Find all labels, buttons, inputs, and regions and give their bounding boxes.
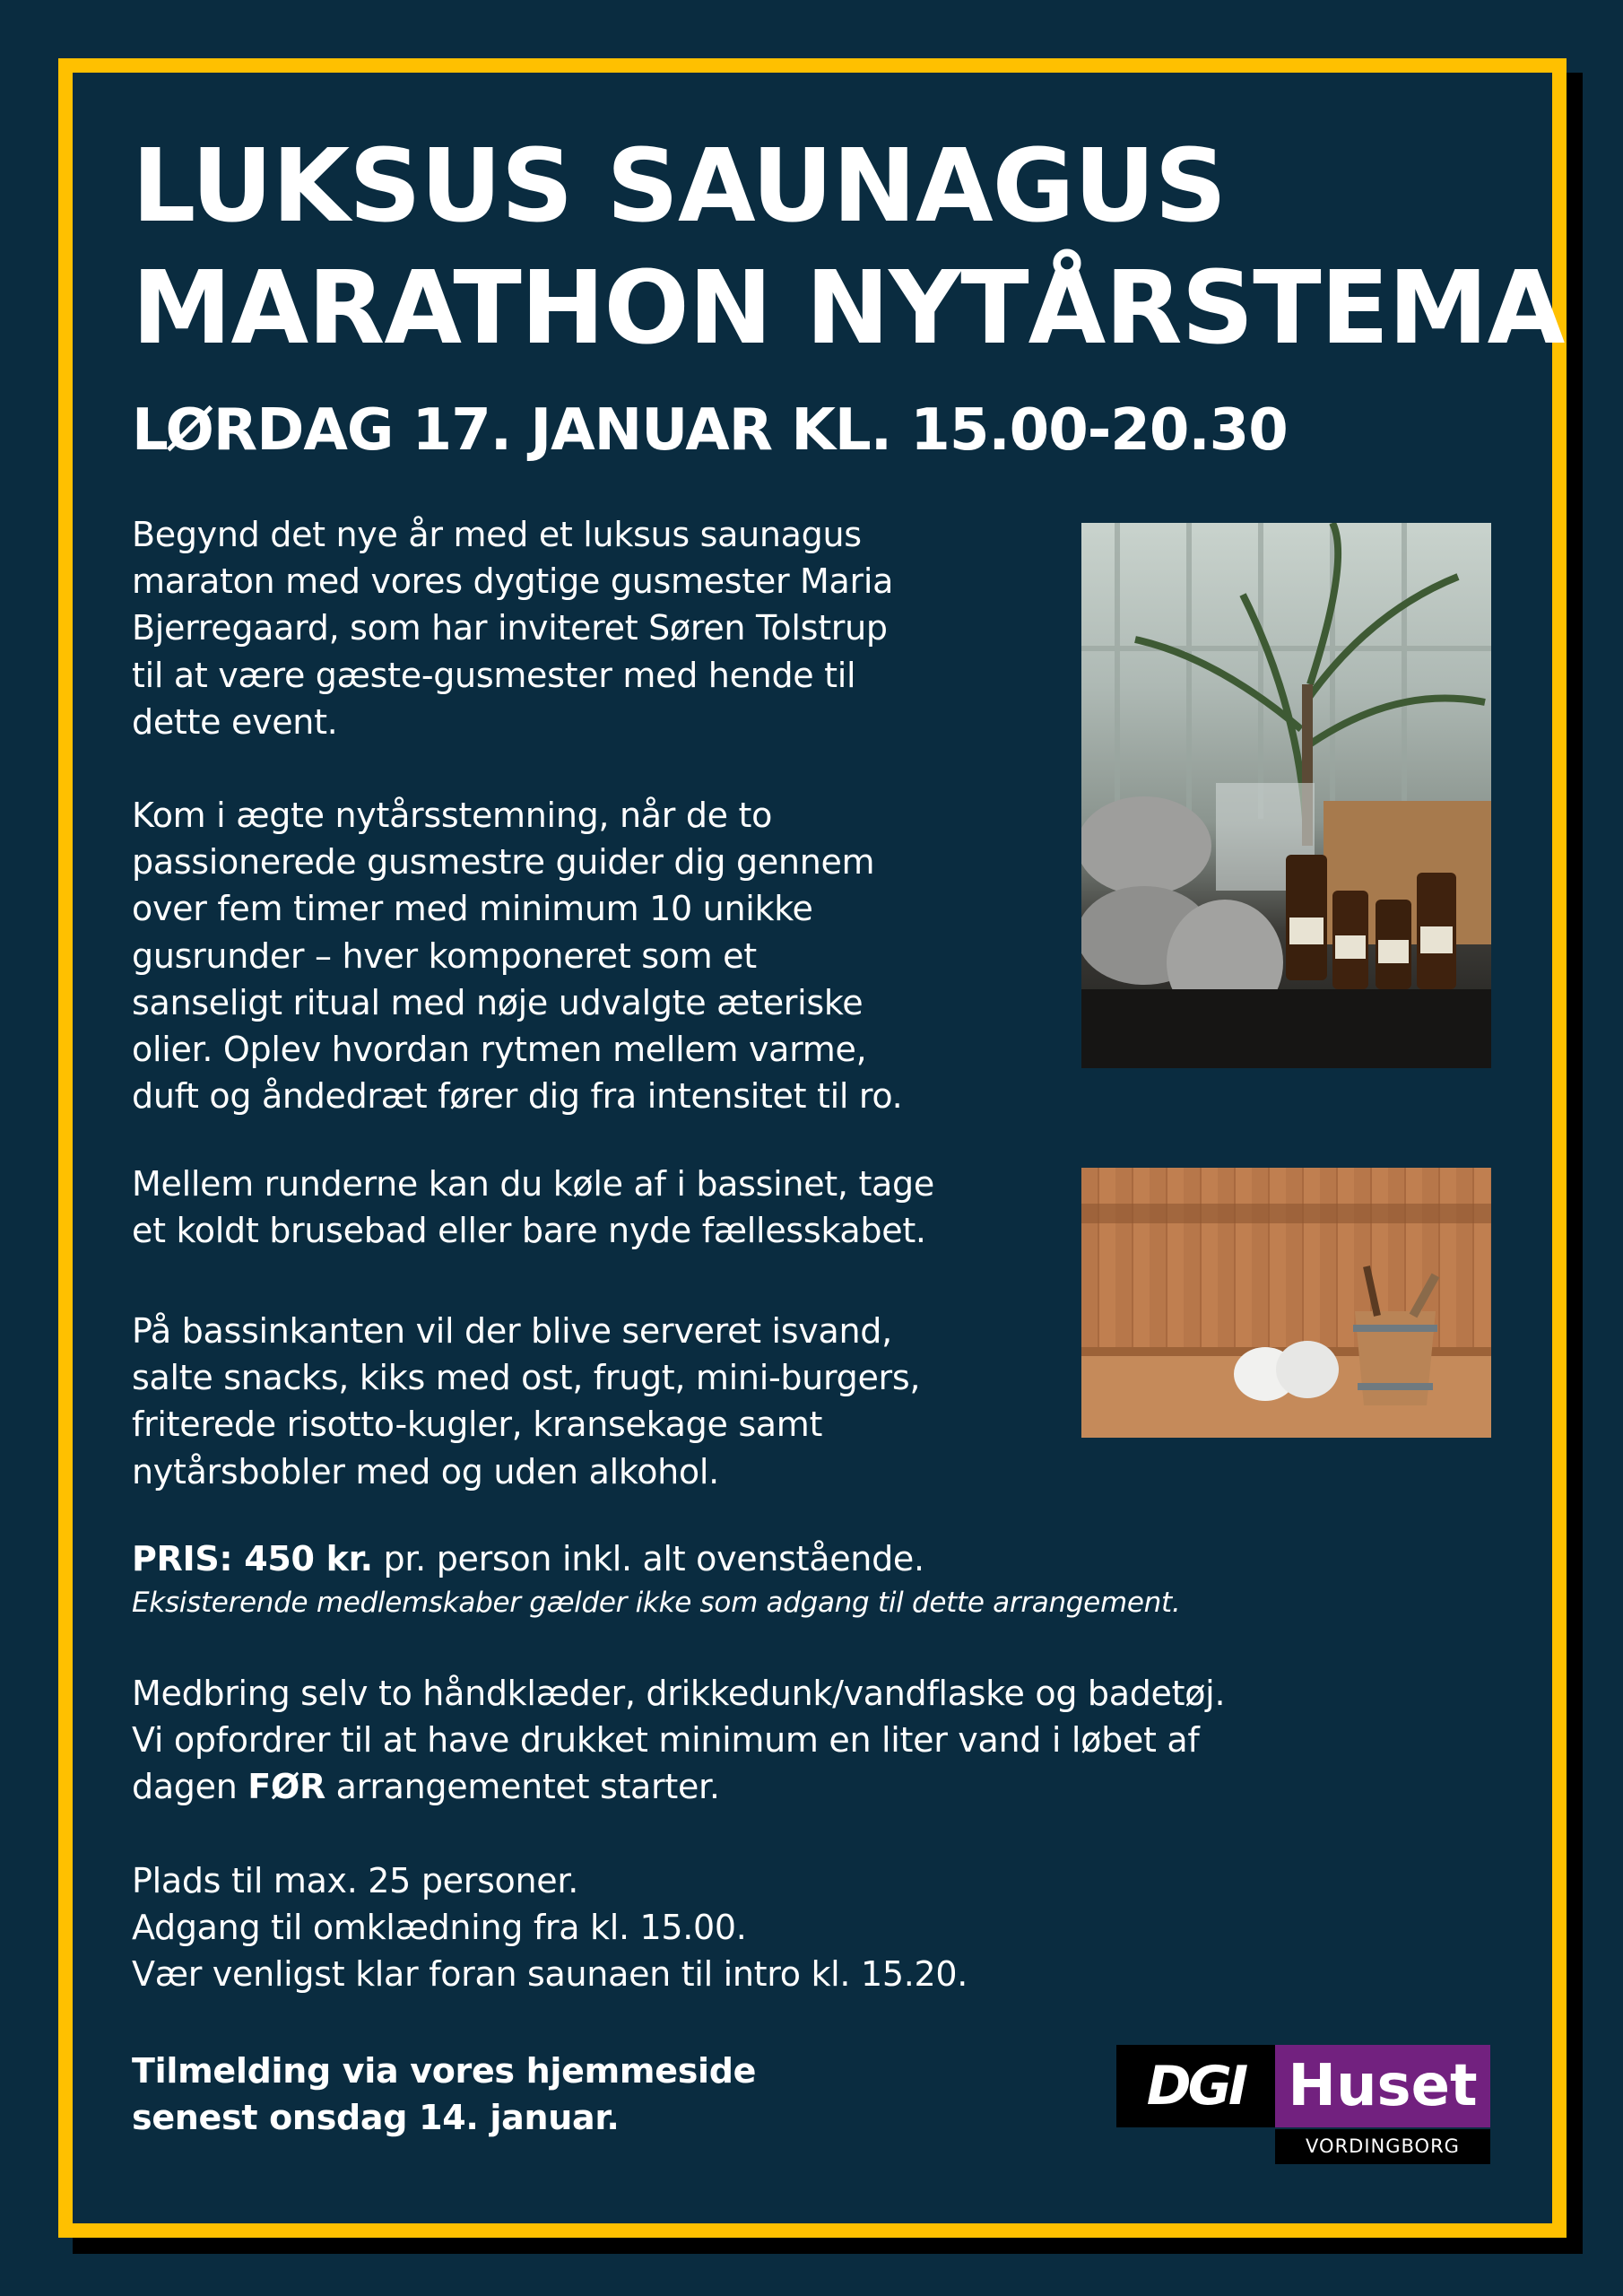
text-line: Plads til max. 25 personer. (132, 1861, 578, 1900)
signup-info (132, 2048, 756, 2141)
spa-photo-towels-oils (1081, 523, 1491, 1068)
logo-dgi: DGI (1116, 2045, 1275, 2127)
price-block (132, 1535, 1180, 1623)
text-line: På bassinkanten vil der blive serveret isvand, (132, 1311, 892, 1351)
paragraph-practical (132, 1857, 968, 1998)
text-line: passionerede gusmestre guider dig gennem (132, 842, 875, 883)
text-line: et koldt brusebad eller bare nyde fællesskabet. (132, 1211, 926, 1251)
text-line: dette event. (132, 701, 338, 742)
title-line: MARATHON NYTÅRSTEMA (132, 250, 1565, 367)
text-line: friterede risotto-kugler, kransekage samt (132, 1405, 823, 1445)
poster-title (132, 126, 1564, 370)
text-line: Medbring selv to håndklæder, drikkedunk/vandflaske og badetøj. (132, 1674, 1226, 1713)
text-line: duft og åndedræt fører dig fra intensitet til ro. (132, 1076, 903, 1117)
logo-huset: Huset (1275, 2045, 1490, 2127)
text-line: olier. Oplev hvordan rytmen mellem varme, (132, 1030, 867, 1070)
text-line: Vær venligst klar foran saunaen til intro kl. 15.20. (132, 1954, 968, 1995)
text-line: senest onsdag 14. januar. (132, 2098, 620, 2138)
title-line: LUKSUS SAUNAGUS (132, 128, 1227, 245)
text-line: Begynd det nye år med et luksus saunagus (132, 515, 862, 554)
logo-city: VORDINGBORG (1275, 2129, 1490, 2164)
text-line: over fem timer med minimum 10 unikke (132, 889, 813, 929)
paragraph-intro (132, 511, 893, 745)
text-line: salte snacks, kiks med ost, frugt, mini-burgers, (132, 1358, 921, 1398)
price-line (132, 1535, 1180, 1582)
text-line: sanseligt ritual med nøje udvalgte æteriske (132, 982, 864, 1022)
text-line: gusrunder – hver komponeret som et (132, 935, 757, 976)
text-line: Adgang til omklædning fra kl. 15.00. (132, 1908, 747, 1948)
paragraph-bring (132, 1670, 1225, 1811)
price-label: PRIS: 450 kr. (132, 1539, 373, 1578)
sauna-photo-bucket-towels (1081, 1168, 1491, 1438)
text-line: Tilmelding via vores hjemmeside (132, 2051, 757, 2091)
event-date: LØRDAG 17. JANUAR KL. 15.00-20.30 (132, 397, 1288, 464)
text-line: Mellem runderne kan du køle af i bassinet, tage (132, 1164, 934, 1204)
text-line: maraton med vores dygtige gusmester Maria (132, 561, 894, 602)
text-line: Kom i ægte nytårsstemning, når de to (132, 796, 773, 835)
paragraph-description (132, 792, 902, 1119)
membership-note: Eksisterende medlemskaber gælder ikke som adgang til dette arrangement. (132, 1587, 1181, 1620)
paragraph-breaks (132, 1161, 934, 1254)
text-line: til at være gæste-gusmester med hende til (132, 655, 856, 695)
emphasis: FØR (247, 1767, 325, 1807)
text-line: Bjerregaard, som har inviteret Søren Tolstrup (132, 608, 888, 648)
paragraph-food (132, 1308, 920, 1495)
text-line: dagen FØR arrangementet starter. (132, 1767, 720, 1807)
price-text: pr. person inkl. alt ovenstående. (372, 1539, 924, 1578)
text-line: Vi opfordrer til at have drukket minimum en liter vand i løbet af (132, 1720, 1200, 1761)
text-line: nytårsbobler med og uden alkohol. (132, 1451, 719, 1492)
